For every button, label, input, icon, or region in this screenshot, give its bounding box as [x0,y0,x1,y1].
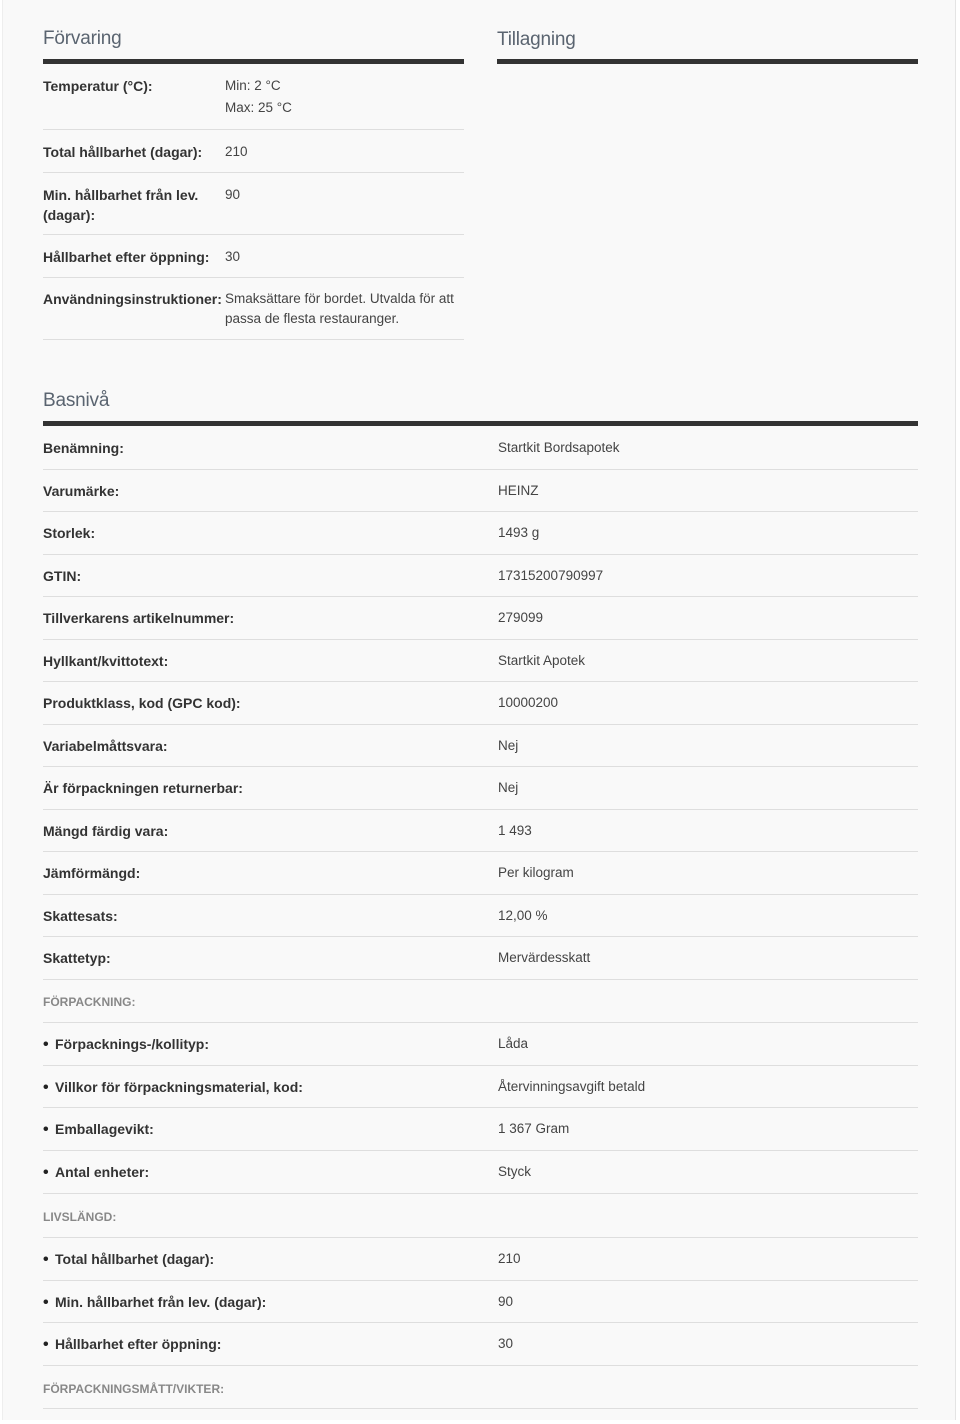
basniva-row [43,640,918,683]
basniva-row [43,895,918,938]
total-shelf-life-row [43,130,464,173]
forpackning-label: • Förpacknings-/kollityp: [43,1034,209,1055]
after-opening-label: Hållbarhet efter öppning: [43,249,210,265]
basniva-value: Per kilogram [498,865,574,880]
total-shelf-life-label: Total hållbarhet (dagar): [43,144,203,160]
livslangd-heading: LIVSLÄNGD: [43,1210,117,1224]
forpackning-row [43,1151,918,1194]
usage-instructions-row [43,278,464,340]
basniva-label: Produktklass, kod (GPC kod): [43,695,241,711]
total-shelf-life-value: 210 [225,144,248,159]
basniva-label: Tillverkarens artikelnummer: [43,610,235,626]
basniva-row [43,725,918,768]
forpackning-value: Låda [498,1036,529,1051]
basniva-label: Varumärke: [43,482,120,499]
basniva-row [43,555,918,598]
forpackningsmatt-heading: FÖRPACKNINGSMÅTT/VIKTER: [43,1382,225,1396]
basniva-label: Storlek: [43,525,96,541]
basniva-value: Mervärdesskatt [498,950,591,965]
temperature-row [43,64,464,130]
basniva-value: Nej [498,780,519,795]
tillagning-heading-bar [497,59,918,64]
forvaring-heading: Förvaring [43,28,122,49]
livslangd-label: • Total hållbarhet (dagar): [43,1249,214,1270]
basniva-label: Är förpackningen returnerbar: [43,780,243,796]
livslangd-row [43,1281,918,1324]
livslangd-label: • Hållbarhet efter öppning: [43,1334,221,1355]
usage-instructions-line1: Smaksättare för bordet. Utvalda för att [225,291,454,306]
forpackning-heading: FÖRPACKNING: [43,995,136,1009]
basniva-row [43,427,918,470]
basniva-label: Benämning: [43,440,124,456]
basniva-label: Mängd färdig vara: [43,822,169,839]
tillagning-heading: Tillagning [497,29,576,50]
min-shelf-life-value: 90 [225,187,241,202]
forpackning-value: Återvinningsavgift betald [498,1078,646,1094]
livslangd-value: 30 [498,1336,514,1352]
livslangd-value: 90 [498,1293,514,1309]
basniva-label: Skattetyp: [43,950,111,966]
temperature-max: Max: 25 °C [225,100,292,115]
product-info-page [2,0,956,1420]
livslangd-row [43,1238,918,1281]
basniva-value: Startkit Bordsapotek [498,440,620,455]
livslangd-label: • Min. hållbarhet från lev. (dagar): [43,1292,266,1313]
forpackning-row [43,1108,918,1151]
basniva-value: HEINZ [498,482,539,498]
basniva-row [43,512,918,555]
forpackning-label: • Emballagevikt: [43,1119,154,1140]
forpackningsmatt-divider [43,1408,918,1409]
basniva-row [43,682,918,725]
forpackning-row [43,1066,918,1109]
basniva-label: Hyllkant/kvittotext: [43,652,169,669]
basniva-label: Skattesats: [43,907,118,924]
basniva-value: 17315200790997 [498,567,604,583]
forpackning-label: • Villkor för förpackningsmaterial, kod: [43,1077,303,1098]
basniva-label: Jämförmängd: [43,865,141,881]
basniva-value: Startkit Apotek [498,652,586,668]
forpackning-value: 1 367 Gram [498,1121,570,1137]
after-opening-value: 30 [225,249,241,264]
livslangd-row [43,1323,918,1366]
basniva-value: 1493 g [498,525,540,540]
livslangd-value: 210 [498,1251,521,1266]
temperature-min: Min: 2 °C [225,78,281,93]
usage-instructions-label: Användningsinstruktioner: [43,291,222,307]
basniva-value: 12,00 % [498,907,548,923]
min-shelf-life-label-line2: (dagar): [43,207,96,223]
basniva-row [43,852,918,895]
min-shelf-life-label-line1: Min. hållbarhet från lev. [43,187,199,203]
basniva-value: 279099 [498,610,544,625]
basniva-row [43,767,918,810]
forpackning-label: • Antal enheter: [43,1162,149,1183]
usage-instructions-line2: passa de flesta restauranger. [225,311,400,326]
basniva-row [43,810,918,853]
after-opening-row [43,235,464,278]
basniva-value: Nej [498,737,519,753]
basniva-heading-bar [43,421,918,426]
basniva-heading: Basnivå [43,390,110,411]
basniva-label: Variabelmåttsvara: [43,737,168,754]
basniva-row [43,470,918,513]
basniva-value: 10000200 [498,695,559,710]
basniva-label: GTIN: [43,567,82,584]
forpackning-value: Styck [498,1164,532,1180]
forpackning-row [43,1023,918,1066]
temperature-label: Temperatur (°C): [43,78,153,94]
basniva-value: 1 493 [498,822,532,838]
min-shelf-life-row [43,173,464,235]
basniva-row [43,937,918,980]
basniva-row [43,597,918,640]
